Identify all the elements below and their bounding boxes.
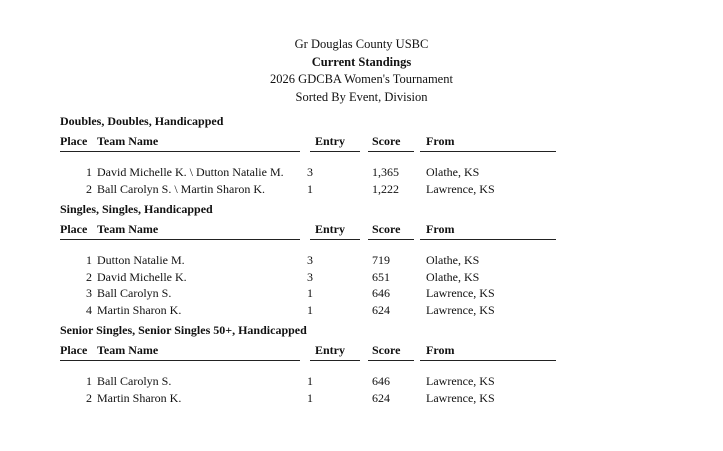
place-cell: 1 <box>86 165 92 179</box>
header-rule <box>368 239 414 240</box>
sort-description: Sorted By Event, Division <box>295 89 428 104</box>
team-cell: Ball Carolyn S. <box>97 286 172 300</box>
col-place: Place <box>60 134 88 148</box>
entry-cell: 1 <box>307 390 313 405</box>
from-cell: Lawrence, KS <box>426 286 495 300</box>
table-row <box>60 373 560 390</box>
header-rule <box>420 151 556 152</box>
col-score: Score <box>372 134 401 148</box>
table-row <box>60 252 560 269</box>
place-cell: 1 <box>86 374 92 388</box>
col-from: From <box>426 222 455 236</box>
header-rule <box>310 151 360 152</box>
column-header-row <box>60 339 560 363</box>
place-cell: 2 <box>86 181 92 196</box>
place-cell: 3 <box>86 286 92 300</box>
section-title: Singles, Singles, Handicapped <box>60 202 213 216</box>
from-cell: Lawrence, KS <box>426 390 495 405</box>
header-rule <box>368 151 414 152</box>
header-rule <box>310 239 360 240</box>
table-row <box>60 269 560 286</box>
score-cell: 646 <box>372 286 390 300</box>
column-header-row <box>60 218 560 242</box>
column-header-row <box>60 130 560 154</box>
section-title: Doubles, Doubles, Handicapped <box>60 114 224 128</box>
col-from: From <box>426 134 455 148</box>
header-rule <box>310 360 360 361</box>
col-entry: Entry <box>315 222 345 236</box>
from-cell: Olathe, KS <box>426 269 480 284</box>
header-rule <box>368 360 414 361</box>
entry-cell: 1 <box>307 374 313 388</box>
entry-cell: 3 <box>307 165 313 179</box>
col-place: Place <box>60 222 88 236</box>
place-cell: 4 <box>86 302 92 317</box>
team-cell: Ball Carolyn S. \ Martin Sharon K. <box>97 181 265 196</box>
header-rule <box>60 151 300 152</box>
entry-cell: 1 <box>307 302 313 317</box>
col-team-name: Team Name <box>97 222 159 236</box>
table-row <box>60 302 560 319</box>
section-doubles <box>60 112 560 197</box>
col-from: From <box>426 343 455 357</box>
tournament-name: 2026 GDCBA Women's Tournament <box>270 72 453 86</box>
score-cell: 624 <box>372 302 390 317</box>
team-cell: David Michelle K. <box>97 269 187 284</box>
from-cell: Lawrence, KS <box>426 374 495 388</box>
col-entry: Entry <box>315 343 345 357</box>
table-row <box>60 181 560 198</box>
entry-cell: 1 <box>307 181 313 196</box>
header-rule <box>60 360 300 361</box>
col-entry: Entry <box>315 134 345 148</box>
report-title: Current Standings <box>311 54 412 69</box>
section-senior-singles <box>60 321 560 406</box>
col-team-name: Team Name <box>97 134 159 148</box>
col-score: Score <box>372 222 401 236</box>
from-cell: Lawrence, KS <box>426 302 495 317</box>
table-row <box>60 285 560 302</box>
score-cell: 1,222 <box>372 181 399 196</box>
score-cell: 1,365 <box>372 165 399 179</box>
section-title: Senior Singles, Senior Singles 50+, Handicapped <box>60 323 307 337</box>
from-cell: Olathe, KS <box>426 165 480 179</box>
team-cell: Dutton Natalie M. <box>97 253 185 267</box>
table-row <box>60 390 560 407</box>
score-cell: 719 <box>372 253 390 267</box>
entry-cell: 1 <box>307 286 313 300</box>
score-cell: 646 <box>372 374 390 388</box>
entry-cell: 3 <box>307 253 313 267</box>
team-cell: Ball Carolyn S. <box>97 374 172 388</box>
team-cell: David Michelle K. \ Dutton Natalie M. <box>97 165 284 179</box>
entry-cell: 3 <box>307 269 313 284</box>
header-rule <box>420 360 556 361</box>
report-header <box>0 36 723 106</box>
table-row <box>60 164 560 181</box>
header-rule <box>420 239 556 240</box>
team-cell: Martin Sharon K. <box>97 390 182 405</box>
place-cell: 2 <box>86 390 92 405</box>
section-singles <box>60 200 560 318</box>
place-cell: 2 <box>86 269 92 284</box>
col-team-name: Team Name <box>97 343 159 357</box>
org-name: Gr Douglas County USBC <box>294 37 429 51</box>
team-cell: Martin Sharon K. <box>97 302 182 317</box>
from-cell: Lawrence, KS <box>426 181 495 196</box>
col-score: Score <box>372 343 401 357</box>
place-cell: 1 <box>86 253 92 267</box>
header-rule <box>60 239 300 240</box>
col-place: Place <box>60 343 88 357</box>
score-cell: 651 <box>372 269 390 284</box>
from-cell: Olathe, KS <box>426 253 480 267</box>
score-cell: 624 <box>372 390 390 405</box>
